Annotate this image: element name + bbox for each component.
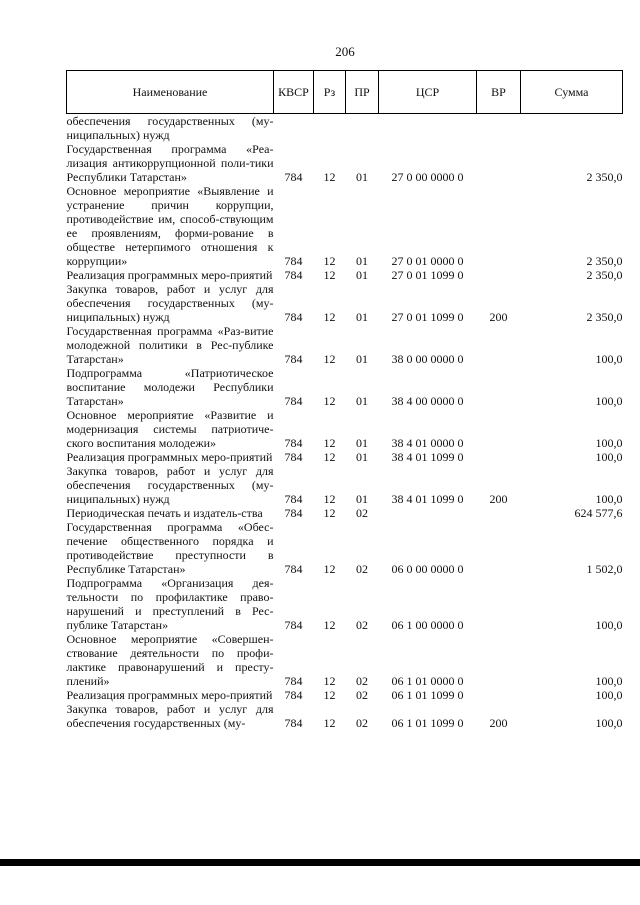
cell-kvsr: 784 xyxy=(284,674,303,688)
cell-csr: 38 4 00 0000 0 xyxy=(391,394,464,408)
cell-pr: 02 xyxy=(356,688,368,702)
cell-pr: 02 xyxy=(356,562,368,576)
cell-name: Реализация программных меро-приятий xyxy=(66,450,273,464)
cell-kvsr: 784 xyxy=(284,268,303,282)
cell-vr xyxy=(477,324,521,366)
cell-kvsr: 784 xyxy=(284,562,303,576)
cell-vr xyxy=(477,114,521,143)
table-row xyxy=(67,702,623,730)
cell-rz: 12 xyxy=(323,254,336,268)
table-row xyxy=(67,142,623,184)
col-header-kvsr: КВСР xyxy=(274,71,314,114)
cell-vr xyxy=(477,632,521,688)
cell-kvsr: 784 xyxy=(284,170,303,184)
cell-rz: 12 xyxy=(323,394,336,408)
cell-kvsr: 784 xyxy=(284,688,303,702)
cell-name: Реализация программных меро-приятий xyxy=(66,688,273,702)
cell-rz: 12 xyxy=(323,170,336,184)
cell-name: Государственная программа «Раз-витие молодежной политики в Рес-публике Татарстан» xyxy=(66,324,274,366)
cell-rz: 12 xyxy=(323,674,336,688)
cell-sum: 100,0 xyxy=(595,492,623,506)
col-header-rz: Рз xyxy=(314,71,346,114)
cell-csr: 27 0 01 1099 0 xyxy=(391,310,464,324)
cell-vr xyxy=(477,366,521,408)
cell-pr: 02 xyxy=(356,506,368,520)
cell-name: Закупка товаров, работ и услуг для обеспечения государственных (му- xyxy=(66,702,274,730)
cell-vr: 200 xyxy=(489,492,508,506)
table-row xyxy=(67,450,623,464)
cell-rz: 12 xyxy=(323,562,336,576)
cell-csr: 06 0 00 0000 0 xyxy=(391,562,464,576)
cell-pr: 01 xyxy=(356,268,368,282)
cell-name: Основное мероприятие «Развитие и модернизация системы патриотиче-ского воспитания молодежи» xyxy=(66,408,274,450)
cell-rz: 12 xyxy=(323,618,336,632)
cell-rz: 12 xyxy=(323,310,336,324)
cell-sum: 100,0 xyxy=(595,716,623,730)
cell-name: Государственная программа «Обес-печение общественного порядка и противодействие преступности в Республике Татарстан» xyxy=(66,520,274,576)
table-header-row xyxy=(67,71,623,114)
table-row xyxy=(67,324,623,366)
cell-sum: 1 502,0 xyxy=(586,562,623,576)
cell-name: Основное мероприятие «Выявление и устранение причин коррупции, противодействие им, способ-ствующим ее проявлениям, форми-рование в обществе нетерпимого отношения к коррупции» xyxy=(66,184,274,268)
cell-sum: 100,0 xyxy=(595,450,623,464)
cell-rz: 12 xyxy=(323,688,336,702)
cell-kvsr: 784 xyxy=(284,506,303,520)
col-header-sum: Сумма xyxy=(521,71,623,114)
cell-rz: 12 xyxy=(323,436,336,450)
cell-kvsr: 784 xyxy=(284,310,303,324)
col-header-name: Наименование xyxy=(67,71,274,114)
cell-name: Основное мероприятие «Совершен-ствование деятельности по профи-лактике правонарушений и престу-плений» xyxy=(66,632,274,688)
cell-vr: 200 xyxy=(489,310,508,324)
cell-pr: 02 xyxy=(356,716,368,730)
cell-kvsr: 784 xyxy=(284,716,303,730)
cell-pr: 02 xyxy=(356,618,368,632)
table-row xyxy=(67,520,623,576)
cell-kvsr: 784 xyxy=(284,618,303,632)
cell-vr xyxy=(477,688,521,702)
cell-sum: 2 350,0 xyxy=(586,254,623,268)
cell-csr: 06 1 01 0000 0 xyxy=(391,674,464,688)
cell-kvsr: 784 xyxy=(284,492,303,506)
cell-csr: 27 0 01 1099 0 xyxy=(391,268,464,282)
cell-sum: 2 350,0 xyxy=(586,310,623,324)
cell-sum: 624 577,6 xyxy=(574,506,623,520)
cell-csr: 06 1 00 0000 0 xyxy=(391,618,464,632)
cell-csr: 27 0 01 0000 0 xyxy=(391,254,464,268)
cell-csr: 27 0 00 0000 0 xyxy=(391,170,464,184)
cell-sum: 2 350,0 xyxy=(586,268,623,282)
cell-vr xyxy=(477,184,521,268)
table-row xyxy=(67,184,623,268)
cell-vr xyxy=(477,268,521,282)
cell-kvsr xyxy=(274,114,314,143)
cell-rz: 12 xyxy=(323,268,336,282)
cell-csr: 38 4 01 0000 0 xyxy=(391,436,464,450)
table-row xyxy=(67,464,623,506)
cell-kvsr: 784 xyxy=(284,254,303,268)
cell-csr: 38 4 01 1099 0 xyxy=(391,450,464,464)
table-body xyxy=(67,114,623,731)
col-header-csr: ЦСР xyxy=(379,71,477,114)
cell-rz: 12 xyxy=(323,716,336,730)
cell-name: Подпрограмма «Организация дея-тельности по профилактике право-нарушений и преступлений в Рес-публике Татарстан» xyxy=(66,576,274,632)
cell-sum: 100,0 xyxy=(595,394,623,408)
table-row xyxy=(67,688,623,702)
cell-vr xyxy=(477,450,521,464)
budget-table xyxy=(66,70,623,730)
scan-edge-bar xyxy=(0,859,640,866)
cell-pr: 01 xyxy=(356,310,368,324)
cell-pr: 01 xyxy=(356,352,368,366)
table-row xyxy=(67,408,623,450)
cell-kvsr: 784 xyxy=(284,352,303,366)
cell-kvsr: 784 xyxy=(284,394,303,408)
cell-pr: 01 xyxy=(356,170,368,184)
cell-rz: 12 xyxy=(323,506,336,520)
cell-name: обеспечения государственных (му-ниципальных) нужд xyxy=(66,114,274,142)
cell-csr xyxy=(379,114,477,143)
cell-csr: 38 0 00 0000 0 xyxy=(391,352,464,366)
cell-rz: 12 xyxy=(323,352,336,366)
table-row xyxy=(67,114,623,143)
cell-pr: 02 xyxy=(356,674,368,688)
cell-vr xyxy=(477,506,521,520)
cell-name: Закупка товаров, работ и услуг для обеспечения государственных (му-ниципальных) нужд xyxy=(66,282,274,324)
cell-name: Периодическая печать и издатель-ства xyxy=(66,506,263,520)
cell-pr xyxy=(346,114,379,143)
cell-sum: 100,0 xyxy=(595,618,623,632)
cell-sum: 100,0 xyxy=(595,688,623,702)
cell-pr: 01 xyxy=(356,394,368,408)
cell-name: Государственная программа «Реа-лизация антикоррупционной поли-тики Республики Татарстан» xyxy=(66,142,274,184)
cell-kvsr: 784 xyxy=(284,436,303,450)
cell-name: Реализация программных меро-приятий xyxy=(66,268,273,282)
col-header-vr: ВР xyxy=(477,71,521,114)
table-row xyxy=(67,268,623,282)
cell-pr: 01 xyxy=(356,436,368,450)
table-row xyxy=(67,282,623,324)
cell-vr xyxy=(477,576,521,632)
cell-pr: 01 xyxy=(356,450,368,464)
cell-sum: 100,0 xyxy=(595,436,623,450)
cell-csr: 06 1 01 1099 0 xyxy=(391,716,464,730)
cell-vr xyxy=(477,520,521,576)
cell-pr: 01 xyxy=(356,254,368,268)
cell-sum: 100,0 xyxy=(595,352,623,366)
cell-sum: 2 350,0 xyxy=(586,170,623,184)
cell-kvsr: 784 xyxy=(284,450,303,464)
col-header-pr: ПР xyxy=(346,71,379,114)
cell-csr: 38 4 01 1099 0 xyxy=(391,492,464,506)
table-row xyxy=(67,632,623,688)
page-number: 206 xyxy=(335,44,355,59)
cell-csr xyxy=(379,506,477,520)
cell-rz xyxy=(314,114,346,143)
cell-sum xyxy=(521,114,623,143)
cell-name: Подпрограмма «Патриотическое воспитание молодежи Республики Татарстан» xyxy=(66,366,274,408)
table-row xyxy=(67,576,623,632)
table-row xyxy=(67,366,623,408)
cell-rz: 12 xyxy=(323,492,336,506)
cell-vr xyxy=(477,142,521,184)
cell-vr xyxy=(477,408,521,450)
cell-sum: 100,0 xyxy=(595,674,623,688)
cell-csr: 06 1 01 1099 0 xyxy=(391,688,464,702)
cell-name: Закупка товаров, работ и услуг для обеспечения государственных (му-ниципальных) нужд xyxy=(66,464,274,506)
cell-pr: 01 xyxy=(356,492,368,506)
table-row xyxy=(67,506,623,520)
cell-rz: 12 xyxy=(323,450,336,464)
cell-vr: 200 xyxy=(489,716,508,730)
